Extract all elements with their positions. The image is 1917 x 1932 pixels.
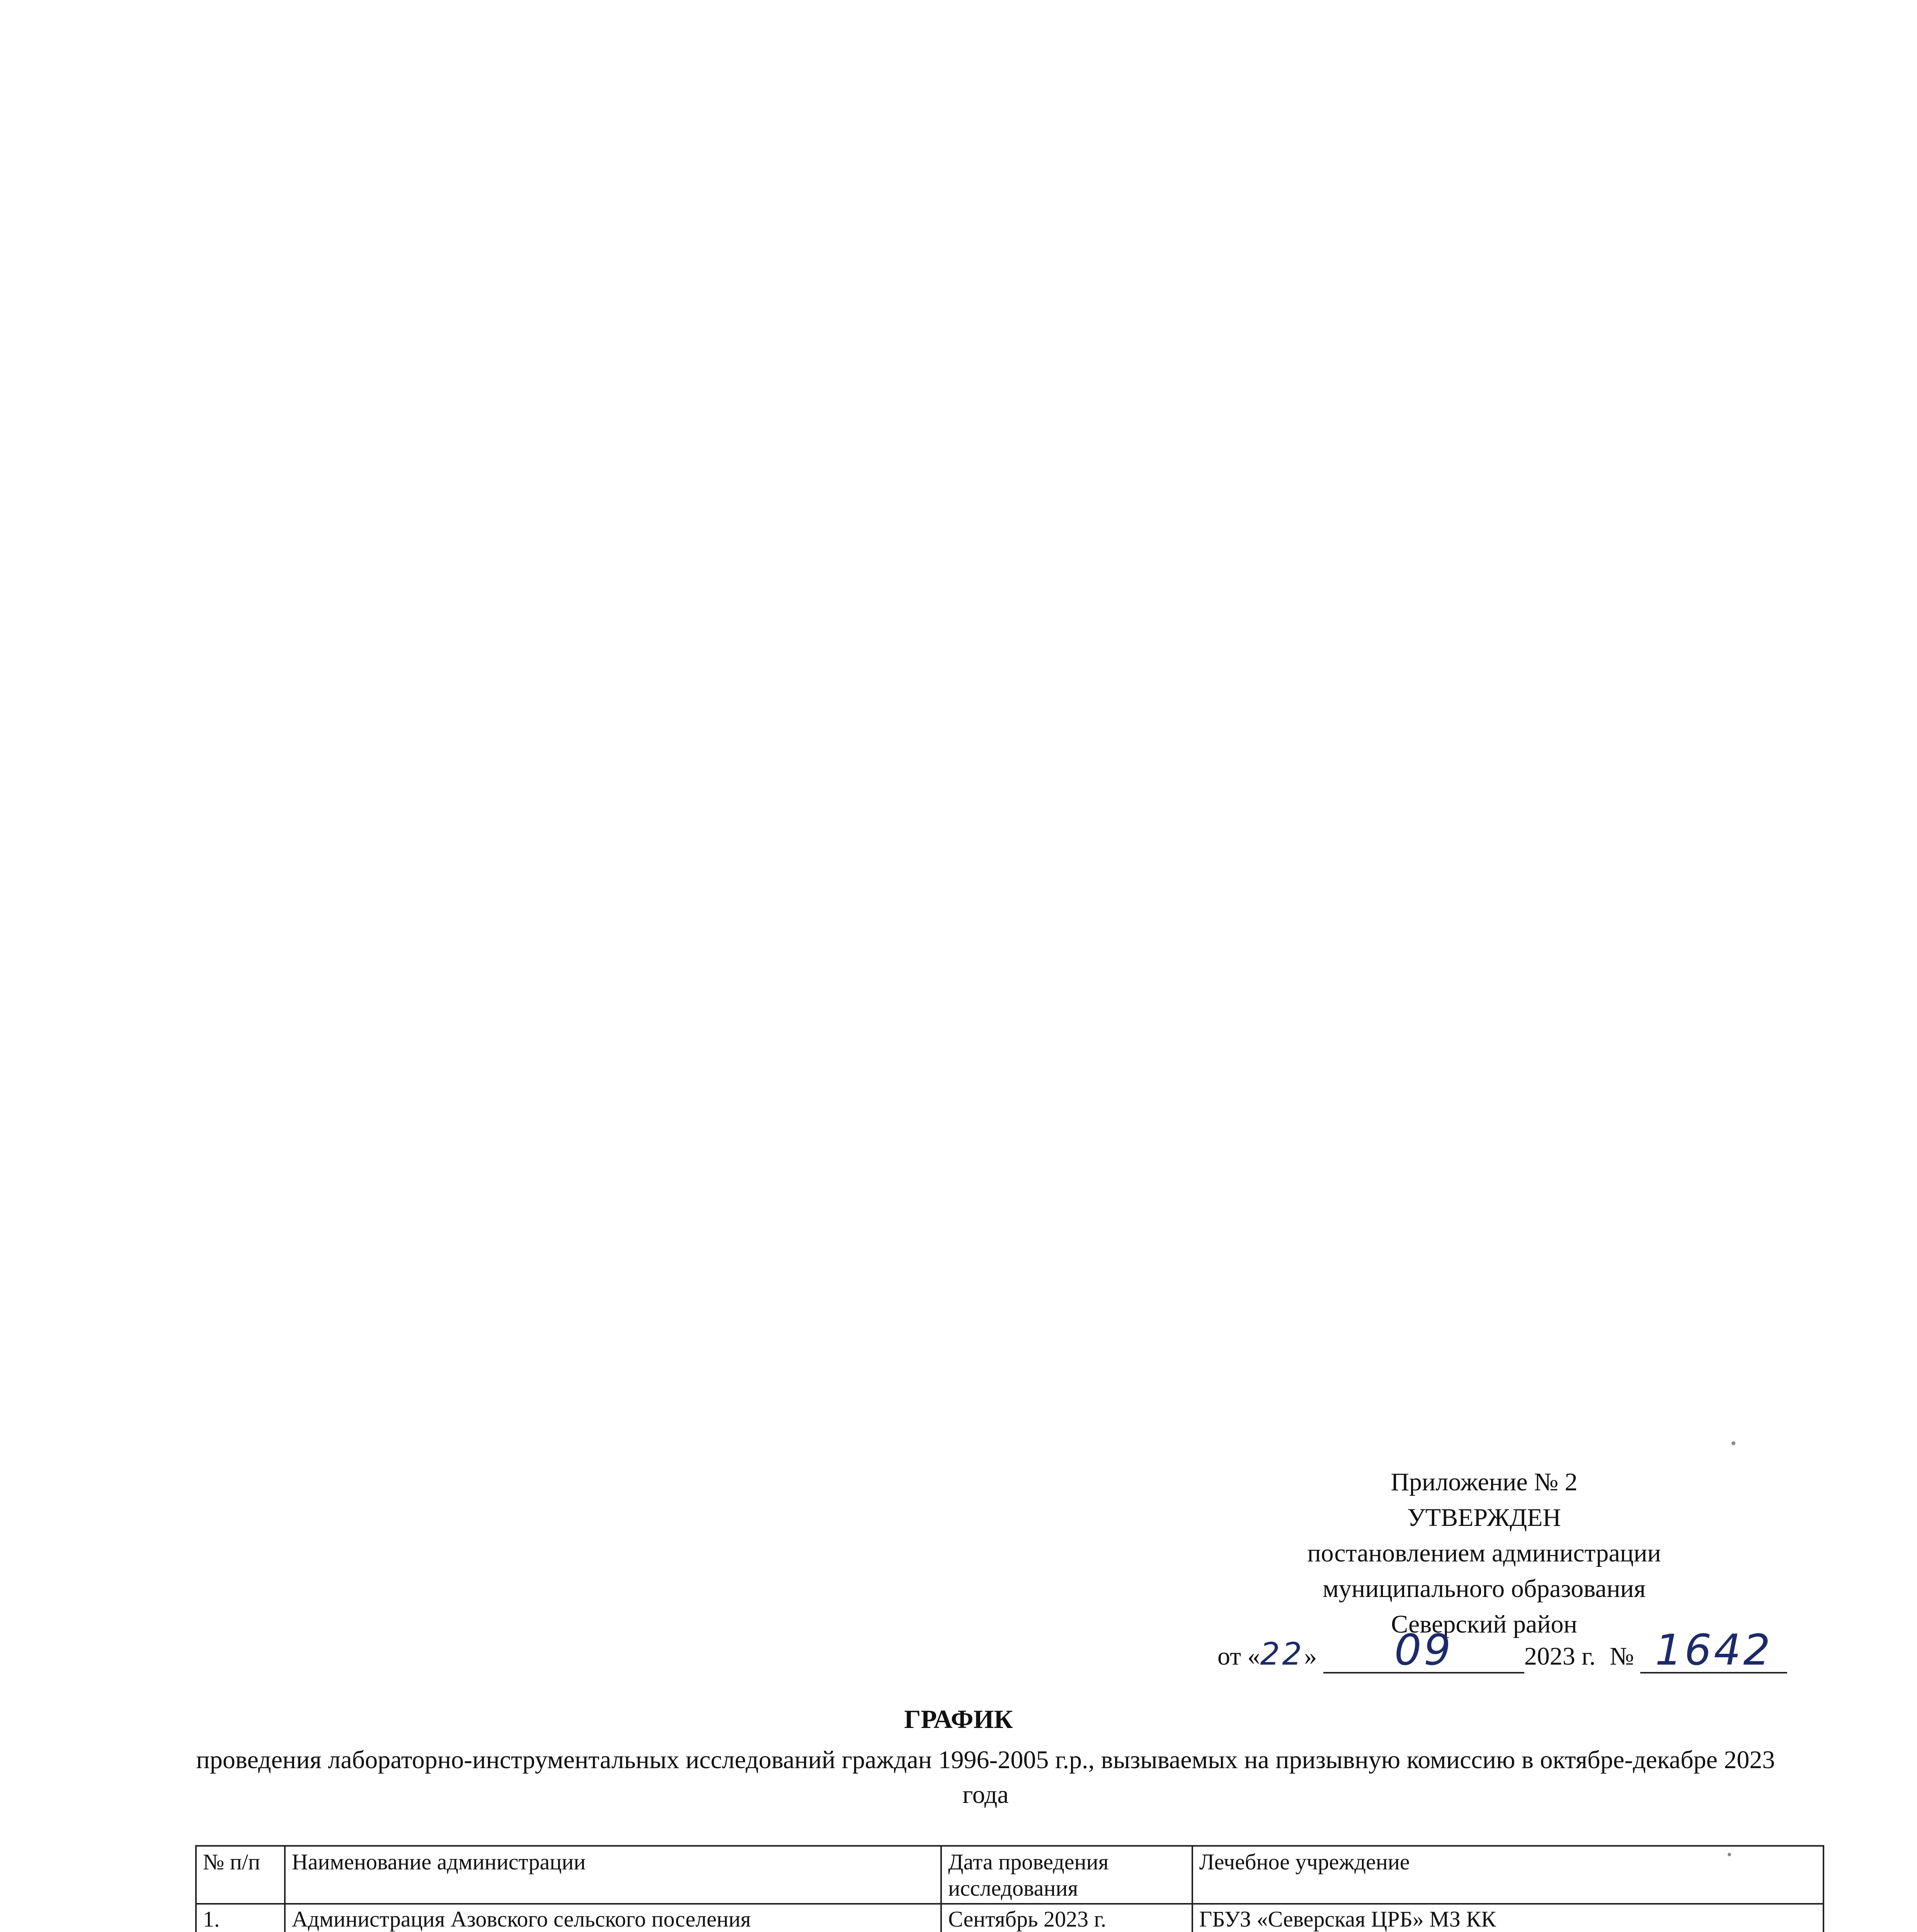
approved-label: УТВЕРЖДЕН [1407, 1503, 1561, 1532]
number-label: № [1609, 1642, 1634, 1670]
date-month-blank [1323, 1625, 1524, 1675]
approval-line-1: постановлением администрации [1307, 1539, 1661, 1567]
row-date-cell: Сентябрь 2023 г. [941, 1904, 1192, 1932]
date-day-handwritten: 22 [1260, 1636, 1304, 1672]
schedule-table [195, 1845, 1824, 1932]
appendix-label: Приложение № 2 [1391, 1468, 1578, 1496]
header-num: № п/п [196, 1846, 285, 1904]
header-institution: Лечебное учреждение [1192, 1846, 1823, 1904]
table-header-row [196, 1846, 1823, 1904]
number-blank [1640, 1625, 1787, 1675]
date-prefix: от « [1217, 1642, 1260, 1670]
table-body [196, 1904, 1823, 1932]
scan-speck [1731, 1441, 1735, 1445]
approval-line-2: муниципального образования [1323, 1575, 1646, 1603]
row-num-cell: 1. [196, 1904, 285, 1932]
order-number-handwritten: 1642 [1655, 1625, 1773, 1675]
header-date: Дата проведения исследования [941, 1846, 1192, 1904]
order-date-number [1217, 1625, 1797, 1675]
scan-speck [1728, 1853, 1731, 1856]
date-close: » [1304, 1642, 1317, 1670]
date-month-handwritten: 09 [1394, 1625, 1453, 1675]
row-institution-cell: ГБУЗ «Северская ЦРБ» МЗ КК [1192, 1904, 1823, 1932]
table-row [196, 1904, 1823, 1932]
header-name: Наименование администрации [285, 1846, 941, 1904]
document-title: ГРАФИК [904, 1704, 1013, 1734]
date-year: 2023 г. [1524, 1642, 1596, 1670]
approval-block [1194, 1464, 1774, 1642]
document-subtitle: проведения лабораторно-инструментальных исследований граждан 1996-2005 г.р., вызываемых на призывную комиссию в октябре-декабре 2023 года [196, 1746, 1775, 1809]
approval-line-3: Северский район [1391, 1610, 1577, 1638]
row-name-cell: Администрация Азовского сельского поселения [285, 1904, 941, 1932]
